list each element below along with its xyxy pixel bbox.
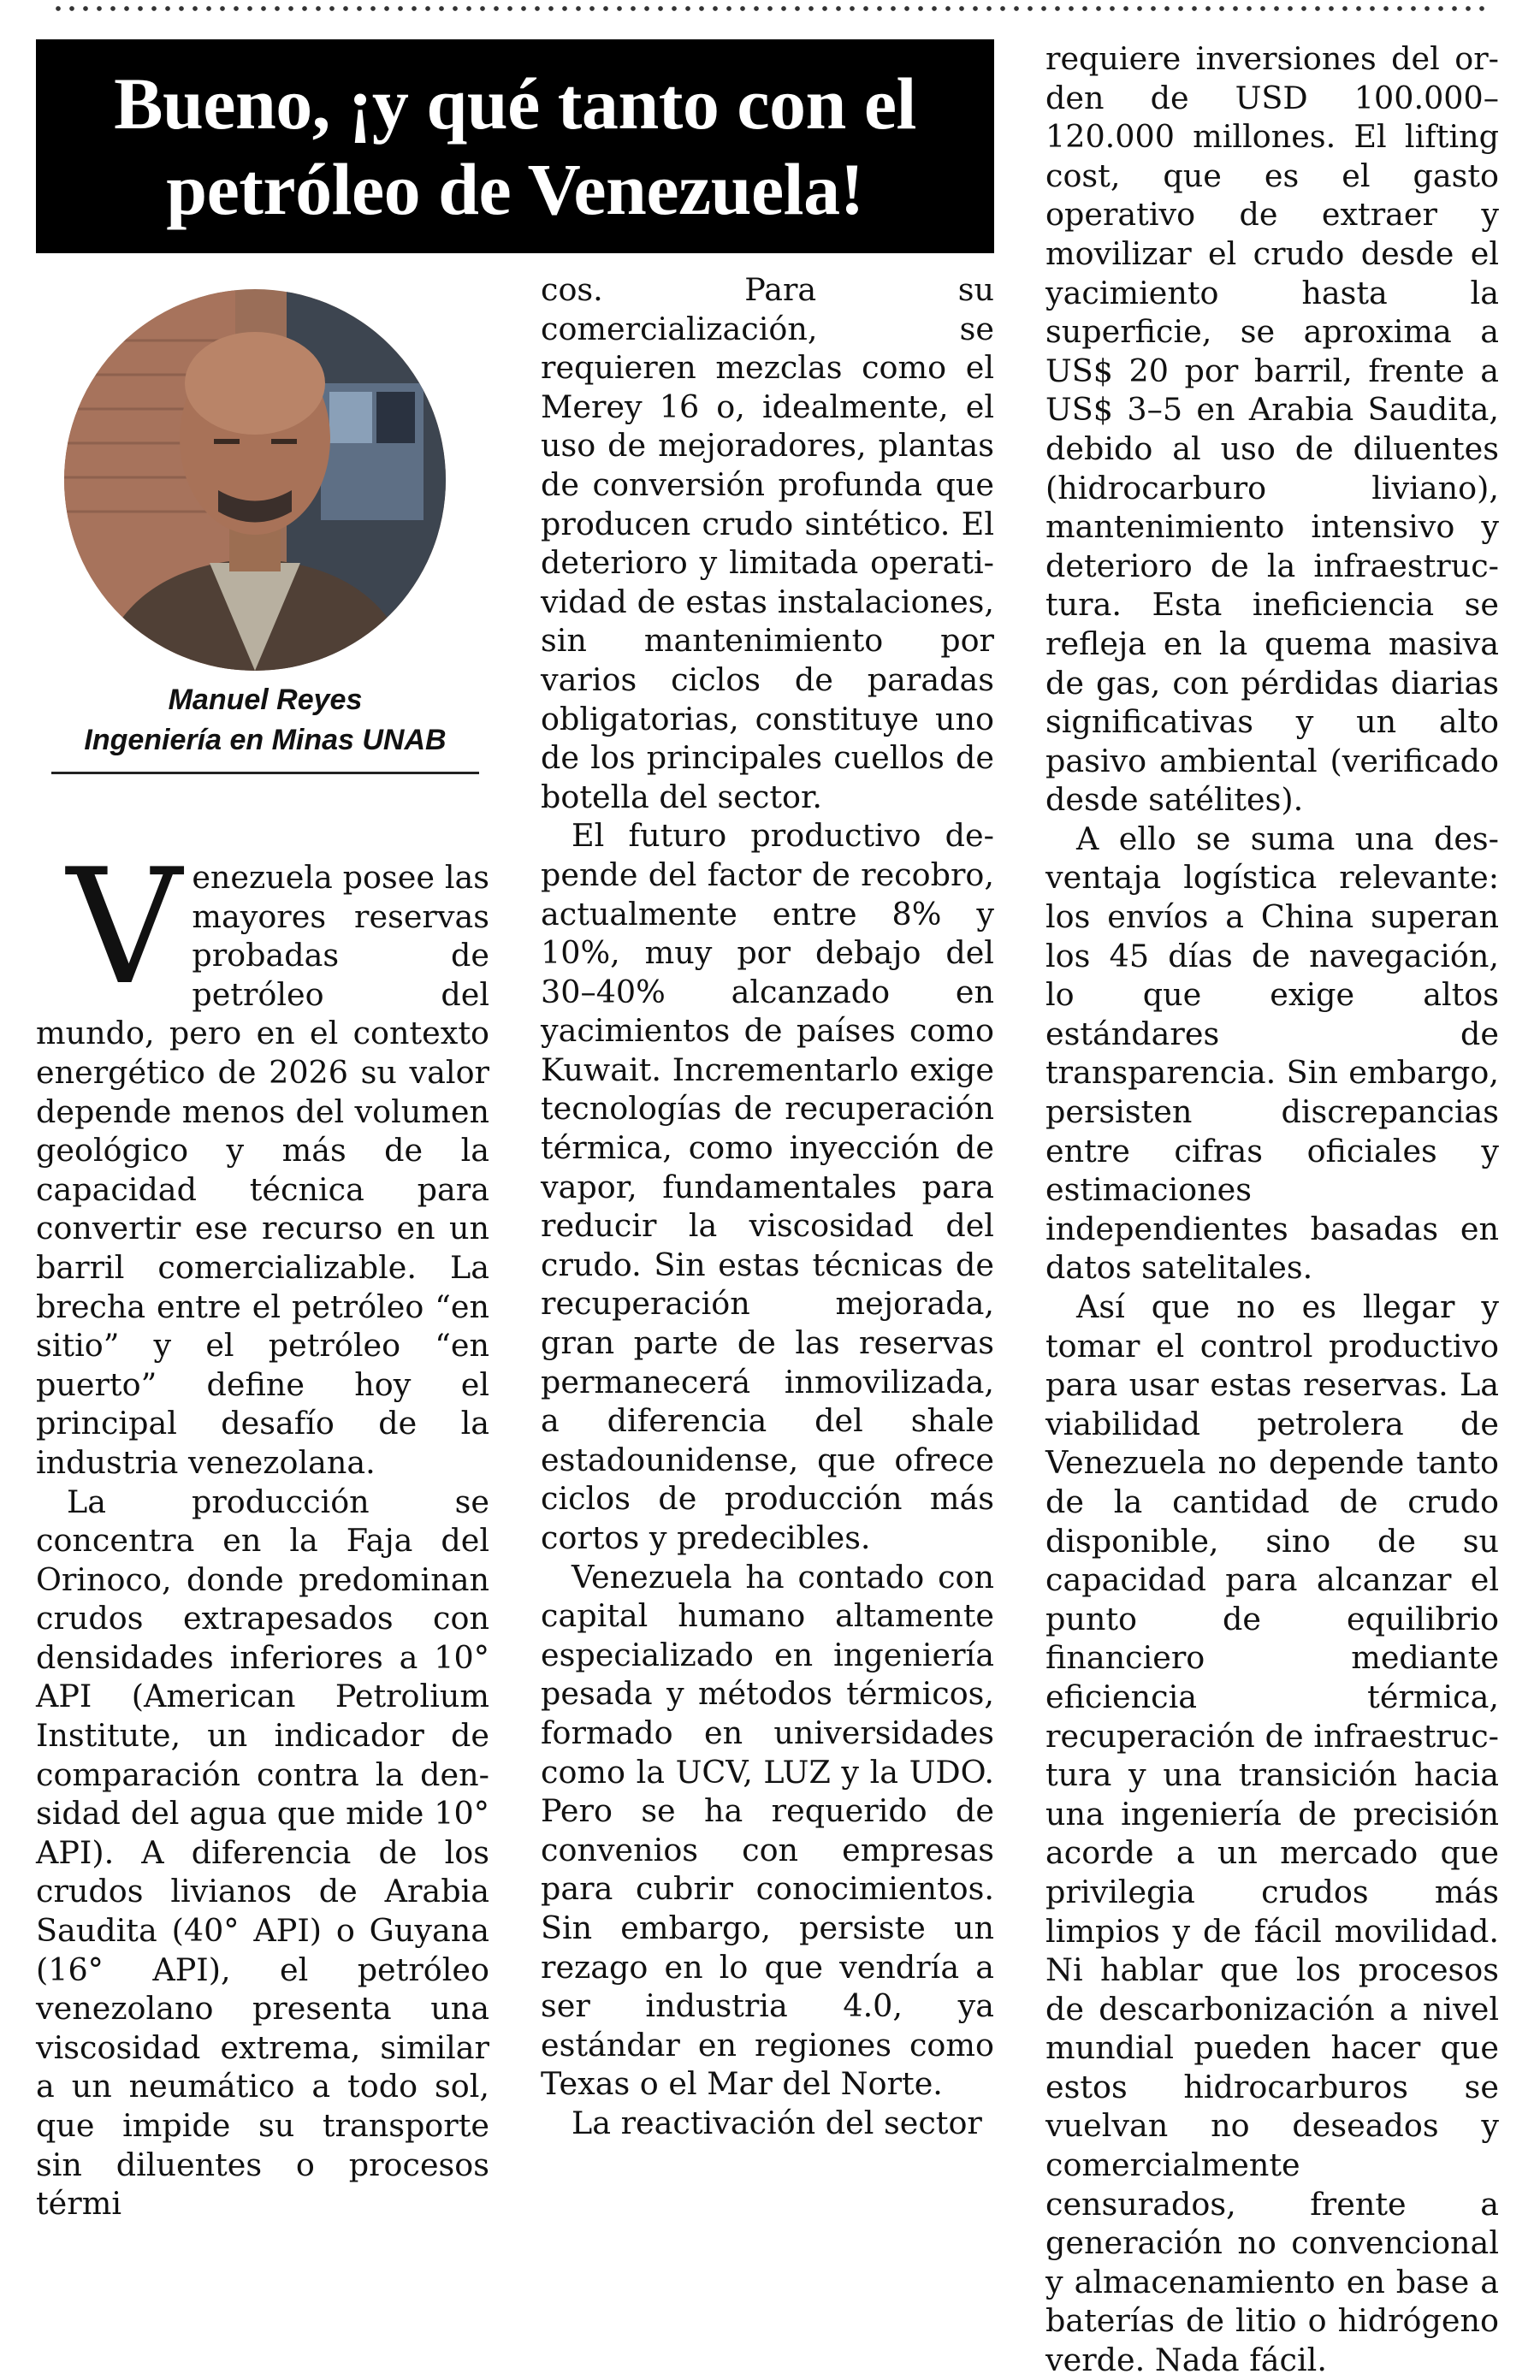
author-affiliation: Ingeniería en Minas UNAB bbox=[84, 724, 447, 756]
article-column-2 bbox=[541, 270, 994, 2143]
paragraph: Venezuela ha contado con capital humano altamente especializado en ingeniería pesada y métodos térmicos, formado en universidades como la UCV, LUZ y la UDO. Pero se ha requerido de convenios con empresas para cubrir conocimientos. Sin embargo, persiste un rezago en lo que vendría a ser industria 4.0, ya estándar en regiones como Texas o el Mar del Norte. bbox=[541, 1558, 994, 2103]
paragraph: La reactivación del sector bbox=[572, 2104, 982, 2141]
paragraph: requiere inversiones del orden de USD 100.000–120.000 millones. El lifting cost, que es el gasto operativo de extraer y movilizar el crudo desde el yacimiento hasta la superficie, se aproxima a US$ 20 por barril, frente a US$ 3–5 en Arabia Saudita, debido al uso de diluentes (hidrocarburo liviano), mantenimiento intensivo y deterioro de la infraestructura. Esta ineficiencia se refleja en la quema masiva de gas, con pérdidas diarias significativas y un alto pasivo ambiental (verificado desde satélites). bbox=[1045, 40, 1499, 819]
paragraph: La producción se concentra en la Faja del Orinoco, donde predominan crudos extrapesados con densidades inferiores a 10° API (American Petrolium Institute, un indicador de comparación contra la densidad del agua que mide 10° API). A diferencia de los crudos livianos de Arabia Saudita (40° API) o Guyana (16° API), el petróleo venezolano presenta una viscosidad extrema, similar a un neumático a todo sol, que impide su transporte sin diluentes o procesos térmi bbox=[36, 1483, 489, 2223]
paragraph: Así que no es llegar y tomar el control productivo para usar estas reservas. La viabilidad petrolera de Venezuela no depende tanto de la cantidad de crudo disponible, sino de su capacidad para alcanzar el punto de equilibrio financiero mediante eficiencia térmica, recuperación de infraestructura y una transición hacia una ingeniería de precisión acorde a un mercado que privilegia crudos más limpios y de fácil movilidad. Ni hablar que los procesos de descarbonización a nivel mundial pueden hacer que estos hidrocarburos se vuelvan no deseados y comercialmente censurados, frente a generación no convencional y almacenamiento en base a baterías de litio o hidrógeno verde. Nada fácil. bbox=[1045, 1288, 1499, 2379]
paragraph: El futuro productivo depende del factor de recobro, actualmente entre 8% y 10%, muy por debajo del 30–40% alcanzado en yacimientos de países como Kuwait. Incrementarlo exige tecnologías de recuperación térmica, como inyección de vapor, fundamentales para reducir la viscosidad del crudo. Sin estas técnicas de recuperación mejorada, gran parte de las reservas permanecerá inmovilizada, a diferencia del shale estadounidense, que ofrece ciclos de producción más cortos y predecibles. bbox=[541, 817, 994, 1556]
paragraph: A ello se suma una desventaja logística relevante: los envíos a China superan los 45 días de navegación, lo que exige altos estándares de transparencia. Sin embargo, persisten discrepancias entre cifras oficiales y estimaciones independientes basadas en datos satelitales. bbox=[1045, 820, 1499, 1287]
headline: Bueno, ¡y qué tanto con el petróleo de Venezuela! bbox=[114, 62, 916, 230]
article-column-1 bbox=[36, 834, 489, 2223]
article-column-3 bbox=[1045, 39, 1499, 2380]
author-byline bbox=[51, 680, 479, 761]
byline-divider bbox=[51, 772, 479, 774]
paragraph: cos. Para su comercialización, se requieren mezclas como el Merey 16 o, idealmente, el uso de mejoradores, plantas de conversión profunda que producen crudo sintético. El deterioro y limitada operatividad de estas instalaciones, sin mantenimiento por varios ciclos de paradas obligatorias, constituye uno de los principales cuellos de botella del sector. bbox=[541, 271, 994, 815]
drop-cap: V bbox=[67, 834, 182, 1020]
top-dotted-rule bbox=[51, 4, 1489, 13]
paragraph: enezuela posee las mayores reservas probadas de petróleo del mundo, pero en el contexto energético de 2026 su valor depende menos del volumen geológico y más de la capacidad técnica para convertir ese recurso en un barril comercializable. La brecha entre el petróleo “en sitio” y el petróleo “en puerto” define hoy el principal desafío de la industria venezolana. bbox=[36, 859, 489, 1481]
author-name: Manuel Reyes bbox=[168, 684, 363, 716]
headline-banner bbox=[36, 39, 994, 253]
author-photo bbox=[64, 289, 446, 671]
